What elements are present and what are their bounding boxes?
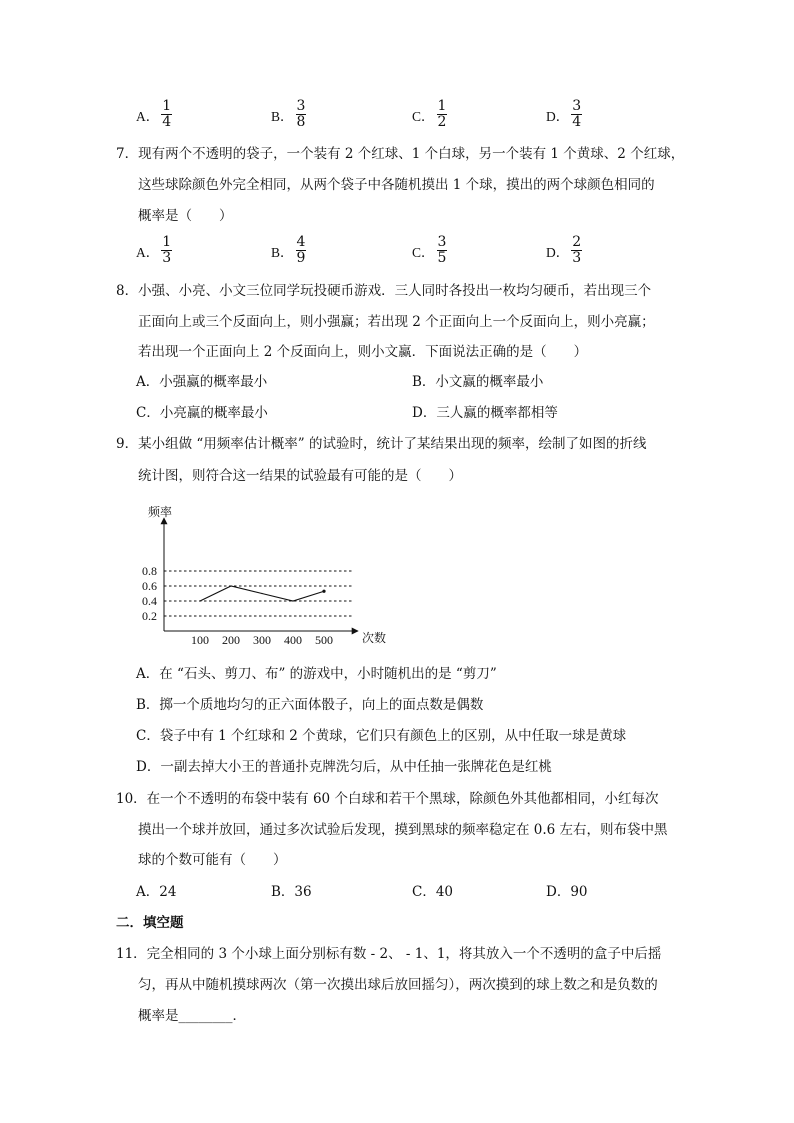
q8-line-2: 正面向上或三个反面向上，则小强赢；若出现 2 个正面向上一个反面向上，则小亮赢；	[138, 314, 655, 330]
q11-line-1: 11．完全相同的 3 个小球上面分别标有数 - 2、 - 1、1，将其放入一个不透明的盒子中后摇	[116, 946, 662, 962]
q11-line-2: 匀，再从中随机摸球两次（第一次摸出球后放回摇匀），两次摸到的球上数之和是负数的	[138, 977, 658, 993]
q6-option-b: B． $\frac{3}{8}$	[271, 98, 306, 130]
fraction: $\frac{4}{9}$	[296, 234, 306, 266]
data-point	[261, 593, 262, 594]
q7-option-c: C． $\frac{3}{5}$	[412, 234, 447, 266]
q7-option-d: D． $\frac{2}{3}$	[546, 234, 582, 266]
q9-line-2: 统计图，则符合这一结果的试验最有可能的是（ ）	[138, 468, 462, 484]
q8-option-c: C．小亮赢的概率最小	[136, 405, 268, 421]
data-point	[292, 600, 293, 601]
x-tick-label: 300	[253, 633, 271, 647]
y-tick-label: 0.6	[142, 579, 157, 593]
q9-line-1: 9．某小组做 “用频率估计概率” 的试验时，统计了某结果出现的频率，绘制了如图的折线	[116, 436, 647, 452]
q7-line-2: 这些球除颜色外完全相同，从两个袋子中各随机摸出 1 个球，摸出的两个球颜色相同的	[138, 177, 655, 193]
x-tick-label: 200	[222, 633, 240, 647]
fraction: $\frac{3}{4}$	[572, 98, 582, 130]
fraction: $\frac{3}{8}$	[296, 98, 306, 130]
q8-line-3: 若出现一个正面向上 2 个反面向上，则小文赢．下面说法正确的是（ ）	[138, 344, 588, 360]
x-tick-label: 400	[284, 633, 302, 647]
data-point	[199, 600, 200, 601]
q10-option-d: D．90	[546, 884, 588, 900]
chart-gridlines	[164, 571, 352, 616]
data-point	[230, 585, 231, 586]
x-axis-label: 次数	[362, 631, 387, 645]
q10-option-a: A．24	[136, 884, 177, 900]
q9-option-b: B．掷一个质地均匀的正六面体骰子，向上的面点数是偶数	[136, 697, 484, 713]
q10-line-3: 球的个数可能有（ ）	[138, 852, 287, 868]
fraction: $\frac{1}{4}$	[162, 98, 172, 130]
q7-option-b: B． $\frac{4}{9}$	[271, 234, 306, 266]
section-title: 二．填空题	[116, 915, 184, 931]
q9-option-c: C．袋子中有 1 个红球和 2 个黄球，它们只有颜色上的区别，从中任取一球是黄球	[136, 728, 627, 744]
q9-option-a: A．在 “石头、剪刀、布” 的游戏中，小时随机出的是 “剪刀”	[136, 666, 497, 682]
x-tick-labels	[191, 633, 333, 647]
y-tick-label: 0.4	[142, 594, 157, 608]
q6-option-a: A． $\frac{1}{4}$	[136, 98, 172, 130]
y-tick-label: 0.2	[142, 609, 157, 623]
x-tick-label: 500	[315, 633, 333, 647]
q10-line-2: 摸出一个球并放回，通过多次试验后发现，摸到黑球的频率稳定在 0.6 左右，则布袋中黑	[138, 822, 668, 838]
q10-option-c: C．40	[412, 884, 454, 900]
q7-option-a: A． $\frac{1}{3}$	[136, 234, 172, 266]
data-point	[322, 590, 325, 593]
q8-line-1: 8．小强、小亮、小文三位同学玩投硬币游戏．三人同时各投出一枚均匀硬币，若出现三个	[116, 283, 652, 299]
chart-series	[199, 585, 325, 601]
q9-option-d: D．一副去掉大小王的普通扑克牌洗匀后，从中任抽一张牌花色是红桃	[136, 759, 552, 775]
q8-option-a: A．小强赢的概率最小	[136, 374, 268, 390]
y-axis-label: 频率	[148, 505, 173, 519]
q6-option-d: D． $\frac{3}{4}$	[546, 98, 582, 130]
x-tick-label: 100	[191, 633, 209, 647]
y-tick-label: 0.8	[142, 564, 157, 578]
q8-option-b: B．小文赢的概率最小	[412, 374, 544, 390]
q10-option-b: B．36	[271, 884, 312, 900]
q11-line-3: 概率是________．	[138, 1008, 246, 1024]
fraction: $\frac{2}{3}$	[572, 234, 582, 266]
q7-line-1: 7．现有两个不透明的袋子，一个装有 2 个红球、1 个白球，另一个装有 1 个黄球、2 个红球，	[116, 146, 685, 162]
q7-line-3: 概率是（ ）	[138, 208, 233, 224]
frequency-line-chart	[130, 496, 410, 656]
fraction: $\frac{1}{2}$	[437, 98, 447, 130]
y-tick-labels	[142, 564, 157, 623]
fraction: $\frac{1}{3}$	[162, 234, 172, 266]
q6-option-c: C． $\frac{1}{2}$	[412, 98, 447, 130]
q8-option-d: D．三人赢的概率都相等	[412, 405, 558, 421]
q10-line-1: 10．在一个不透明的布袋中装有 60 个白球和若干个黑球，除颜色外其他都相同，小红每次	[116, 791, 659, 807]
fraction: $\frac{3}{5}$	[437, 234, 447, 266]
